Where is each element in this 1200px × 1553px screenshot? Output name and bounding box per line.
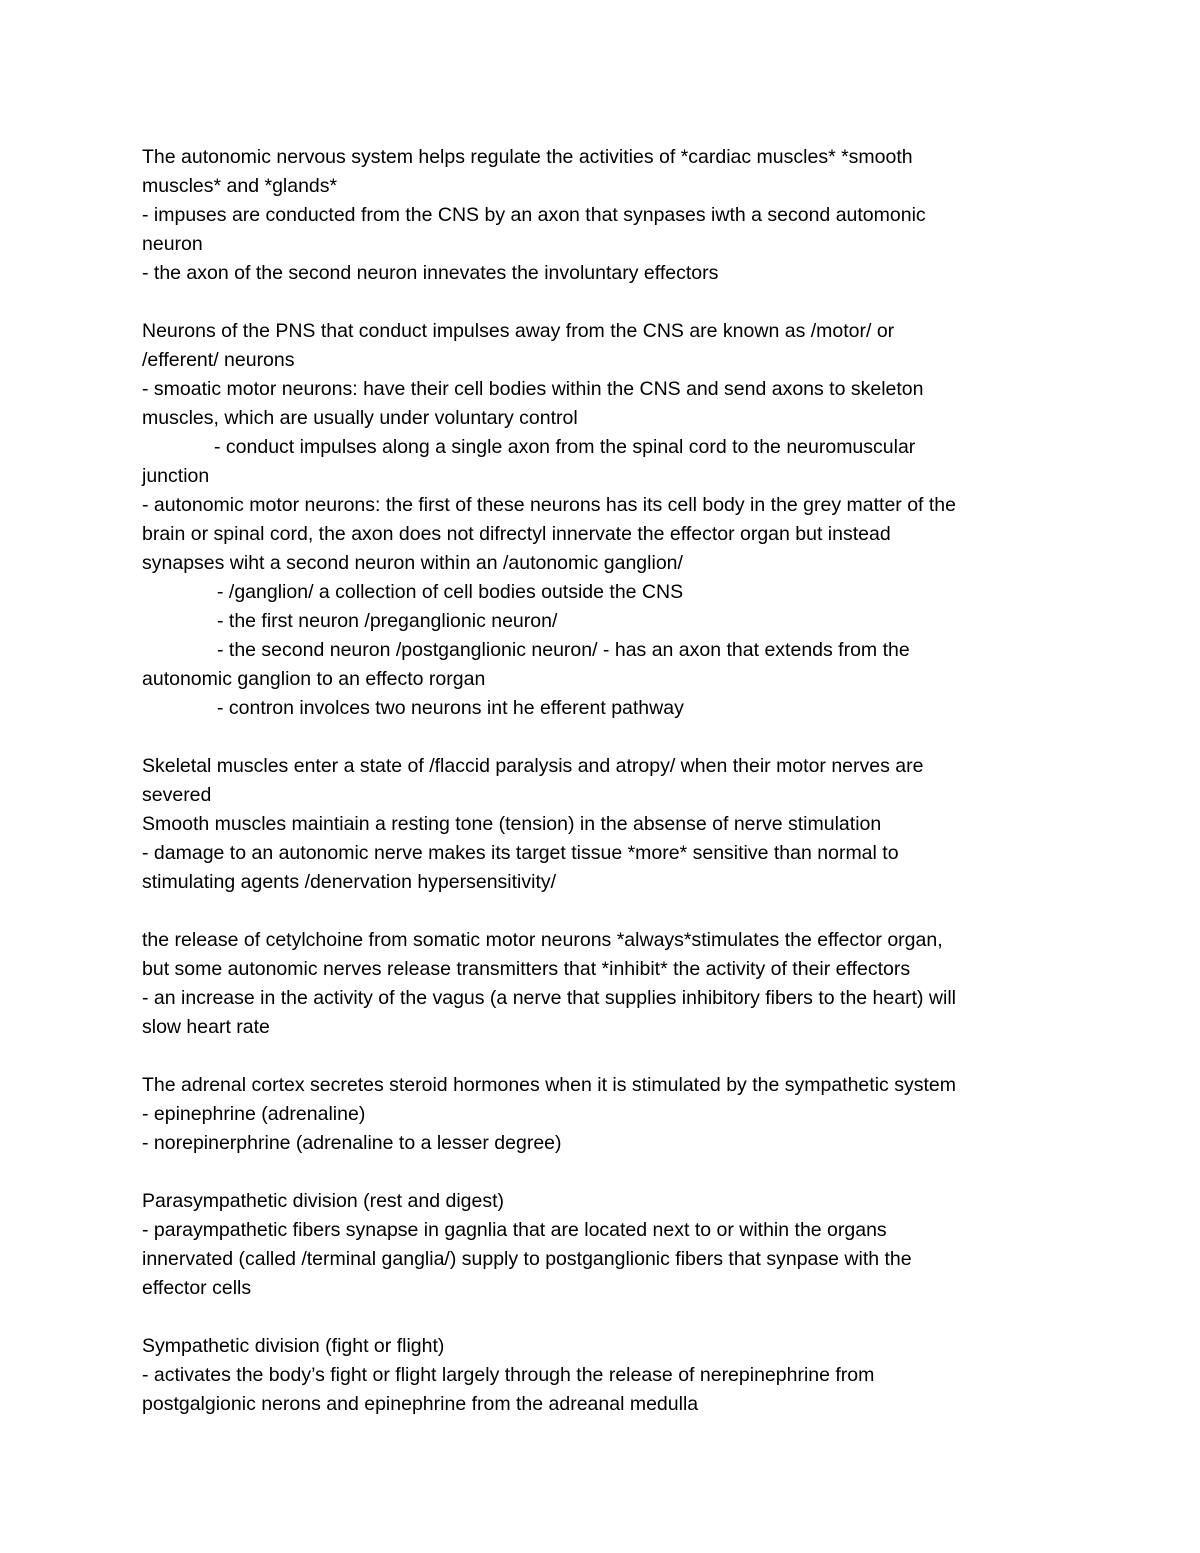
text-line: Skeletal muscles enter a state of /flaccid paralysis and atropy/ when their motor nerves are: [142, 755, 924, 777]
text-line: Parasympathetic division (rest and digest): [142, 1190, 504, 1212]
text-line: - the second neuron /postganglionic neuron/ - has an axon that extends from the: [217, 639, 910, 661]
text-line: - damage to an autonomic nerve makes its target tissue *more* sensitive than normal to: [142, 842, 899, 864]
text-line: brain or spinal cord, the axon does not difrectyl innervate the effector organ but instead: [142, 523, 891, 545]
paragraph: [142, 1187, 1067, 1303]
paragraph-spacer: [142, 897, 1067, 926]
text-line: - paraympathetic fibers synapse in gagnlia that are located next to or within the organs: [142, 1219, 887, 1241]
paragraph-spacer: [142, 1042, 1067, 1071]
text-line: effector cells: [142, 1277, 252, 1299]
paragraph: [142, 1071, 1067, 1158]
paragraph-spacer: [142, 1303, 1067, 1332]
document-body: [142, 143, 1067, 1419]
text-line: The autonomic nervous system helps regulate the activities of *cardiac muscles* *smooth: [142, 146, 913, 168]
text-line: Neurons of the PNS that conduct impulses away from the CNS are known as /motor/ or: [142, 320, 895, 342]
text-line: - norepinerphrine (adrenaline to a lesser degree): [142, 1132, 562, 1154]
text-line: but some autonomic nerves release transmitters that *inhibit* the activity of their effectors: [142, 958, 911, 980]
text-line: - epinephrine (adrenaline): [142, 1103, 366, 1125]
text-line: - autonomic motor neurons: the first of these neurons has its cell body in the grey matter of the: [142, 494, 957, 516]
text-line: slow heart rate: [142, 1016, 270, 1038]
text-line: - activates the body’s fight or flight largely through the release of nerepinephrine from: [142, 1364, 875, 1386]
paragraph-spacer: [142, 288, 1067, 317]
paragraph: [142, 752, 1067, 897]
text-line: - the first neuron /preganglionic neuron/: [217, 610, 558, 632]
text-line: Sympathetic division (fight or flight): [142, 1335, 445, 1357]
text-line: postgalgionic nerons and epinephrine from the adreanal medulla: [142, 1393, 699, 1415]
text-line: - impuses are conducted from the CNS by an axon that synpases iwth a second automonic: [142, 204, 926, 226]
text-line: autonomic ganglion to an effecto rorgan: [142, 668, 486, 690]
text-line: - conduct impulses along a single axon from the spinal cord to the neuromuscular: [214, 436, 916, 458]
text-line: /efferent/ neurons: [142, 349, 295, 371]
text-line: - an increase in the activity of the vagus (a nerve that supplies inhibitory fibers to the heart) will: [142, 987, 956, 1009]
paragraph-spacer: [142, 723, 1067, 752]
text-line: - /ganglion/ a collection of cell bodies outside the CNS: [217, 581, 684, 603]
text-line: neuron: [142, 233, 203, 255]
text-line: synapses wiht a second neuron within an /autonomic ganglion/: [142, 552, 683, 574]
paragraph-spacer: [142, 1158, 1067, 1187]
text-line: - the axon of the second neuron innevates the involuntary effectors: [142, 262, 719, 284]
paragraph: [142, 143, 1067, 288]
text-line: junction: [142, 465, 210, 487]
text-line: Smooth muscles maintiain a resting tone (tension) in the absense of nerve stimulation: [142, 813, 882, 835]
text-line: - contron involces two neurons int he efferent pathway: [217, 697, 684, 719]
text-line: stimulating agents /denervation hypersensitivity/: [142, 871, 557, 893]
text-line: the release of cetylchoine from somatic motor neurons *always*stimulates the effector organ,: [142, 929, 943, 951]
text-line: innervated (called /terminal ganglia/) supply to postganglionic fibers that synpase with the: [142, 1248, 912, 1270]
paragraph: [142, 317, 1067, 723]
text-line: The adrenal cortex secretes steroid hormones when it is stimulated by the sympathetic system: [142, 1074, 956, 1096]
paragraph: [142, 1332, 1067, 1419]
paragraph: [142, 926, 1067, 1042]
text-line: muscles* and *glands*: [142, 175, 338, 197]
text-line: severed: [142, 784, 212, 806]
text-line: muscles, which are usually under voluntary control: [142, 407, 578, 429]
text-line: - smoatic motor neurons: have their cell bodies within the CNS and send axons to skeleton: [142, 378, 924, 400]
